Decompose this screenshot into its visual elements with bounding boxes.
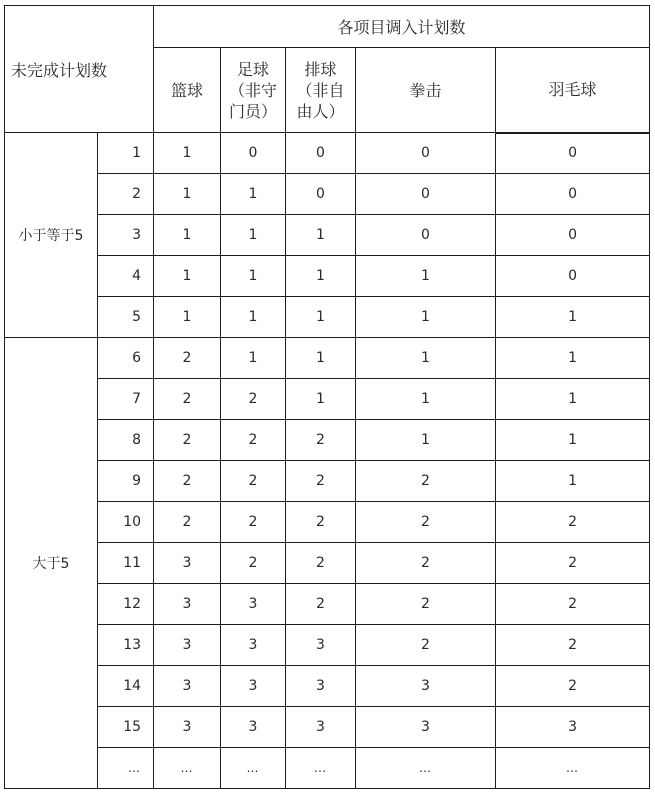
remaining-count-cell: … <box>98 748 154 789</box>
quota-cell: 1 <box>356 256 496 297</box>
table-row <box>5 584 650 625</box>
table-row <box>5 748 650 789</box>
quota-cell: 3 <box>286 707 356 748</box>
quota-cell: 2 <box>221 461 286 502</box>
quota-cell: 0 <box>496 174 650 215</box>
remaining-count-cell: 14 <box>98 666 154 707</box>
quota-cell: 3 <box>286 625 356 666</box>
sport-header-line: 篮球 <box>171 80 204 100</box>
quota-cell: 0 <box>356 174 496 215</box>
sport-header-line: 拳击 <box>409 80 442 100</box>
quota-cell: 3 <box>356 707 496 748</box>
quota-cell: 1 <box>154 297 221 338</box>
quota-cell: 2 <box>356 625 496 666</box>
quota-cell: 1 <box>221 174 286 215</box>
quota-cell: 3 <box>154 625 221 666</box>
quota-cell: … <box>496 748 650 789</box>
quota-cell: 0 <box>221 133 286 174</box>
remaining-count-cell: 4 <box>98 256 154 297</box>
quota-cell: 1 <box>496 338 650 379</box>
remaining-count-cell: 9 <box>98 461 154 502</box>
quota-cell: 2 <box>286 584 356 625</box>
sport-header-line: 门员） <box>229 101 278 121</box>
table-row <box>5 215 650 256</box>
table-row <box>5 133 650 174</box>
quota-cell: 2 <box>154 420 221 461</box>
table-row <box>5 420 650 461</box>
quota-cell: 2 <box>286 543 356 584</box>
quota-cell: 1 <box>286 338 356 379</box>
quota-cell: 1 <box>496 297 650 338</box>
quota-cell: 0 <box>496 215 650 256</box>
quota-cell: 3 <box>221 584 286 625</box>
quota-cell: 1 <box>496 379 650 420</box>
quota-cell: 0 <box>286 174 356 215</box>
quota-cell: 1 <box>286 215 356 256</box>
quota-cell: 2 <box>221 379 286 420</box>
plan-allocation-table <box>4 5 650 789</box>
remaining-count-cell: 3 <box>98 215 154 256</box>
quota-cell: 2 <box>154 502 221 543</box>
quota-cell: 2 <box>356 461 496 502</box>
quota-cell: 3 <box>221 666 286 707</box>
quota-cell: 1 <box>356 338 496 379</box>
quota-cell: … <box>221 748 286 789</box>
quota-cell: 1 <box>221 338 286 379</box>
remaining-count-cell: 12 <box>98 584 154 625</box>
plan-table-body <box>5 133 650 789</box>
quota-cell: 1 <box>356 379 496 420</box>
quota-cell: 1 <box>154 133 221 174</box>
sport-header-line: （非自 <box>296 80 345 100</box>
quota-cell: 3 <box>221 707 286 748</box>
table-row <box>5 543 650 584</box>
quota-cell: 3 <box>154 584 221 625</box>
quota-cell: 3 <box>154 707 221 748</box>
quota-cell: 3 <box>221 625 286 666</box>
quota-cell: 2 <box>356 584 496 625</box>
sport-header-line: 排球 <box>304 59 337 79</box>
quota-cell: 2 <box>154 461 221 502</box>
quota-cell: 2 <box>496 625 650 666</box>
quota-cell: 2 <box>286 461 356 502</box>
quota-cell: … <box>154 748 221 789</box>
table-row <box>5 379 650 420</box>
sport-header-5 <box>496 48 650 133</box>
quota-cell: 2 <box>496 543 650 584</box>
table-row <box>5 256 650 297</box>
quota-cell: 2 <box>356 543 496 584</box>
corner-header: 未完成计划数 <box>5 6 154 133</box>
quota-cell: 2 <box>496 502 650 543</box>
remaining-count-cell: 11 <box>98 543 154 584</box>
quota-cell: 1 <box>154 215 221 256</box>
sport-header-line: 羽毛球 <box>548 80 597 100</box>
quota-cell: 1 <box>286 256 356 297</box>
quota-cell: 0 <box>286 133 356 174</box>
table-row <box>5 625 650 666</box>
quota-cell: 1 <box>221 256 286 297</box>
quota-cell: 1 <box>286 379 356 420</box>
sport-header-line: 由人） <box>296 101 345 121</box>
table-row <box>5 666 650 707</box>
remaining-count-cell: 2 <box>98 174 154 215</box>
remaining-count-cell: 10 <box>98 502 154 543</box>
sport-header-4 <box>356 48 496 133</box>
header-row-top <box>5 6 650 48</box>
quota-cell: 3 <box>496 707 650 748</box>
quota-cell: 2 <box>286 502 356 543</box>
remaining-count-cell: 1 <box>98 133 154 174</box>
quota-cell: 0 <box>356 215 496 256</box>
quota-cell: 1 <box>496 461 650 502</box>
quota-cell: 1 <box>496 420 650 461</box>
group-header: 各项目调入计划数 <box>154 6 650 48</box>
quota-cell: 1 <box>356 420 496 461</box>
quota-cell: 1 <box>286 297 356 338</box>
quota-cell: … <box>286 748 356 789</box>
quota-cell: 2 <box>154 379 221 420</box>
quota-cell: 2 <box>154 338 221 379</box>
table-row <box>5 461 650 502</box>
quota-cell: 0 <box>356 133 496 174</box>
sport-header-line: 足球 <box>237 59 270 79</box>
table-row <box>5 338 650 379</box>
remaining-count-cell: 8 <box>98 420 154 461</box>
remaining-count-cell: 13 <box>98 625 154 666</box>
quota-cell: 1 <box>221 297 286 338</box>
quota-cell: 2 <box>496 584 650 625</box>
quota-cell: 1 <box>154 256 221 297</box>
sport-header-2 <box>221 48 286 133</box>
quota-cell: 0 <box>496 133 650 174</box>
quota-cell: 2 <box>356 502 496 543</box>
quota-cell: 3 <box>286 666 356 707</box>
quota-cell: 0 <box>496 256 650 297</box>
remaining-count-cell: 5 <box>98 297 154 338</box>
quota-cell: 2 <box>496 666 650 707</box>
quota-cell: 2 <box>221 543 286 584</box>
quota-cell: 2 <box>221 502 286 543</box>
quota-cell: 1 <box>154 174 221 215</box>
remaining-count-cell: 7 <box>98 379 154 420</box>
table-row <box>5 502 650 543</box>
sport-header-line: （非守 <box>229 80 278 100</box>
quota-cell: 3 <box>154 543 221 584</box>
group-label: 小于等于5 <box>5 133 98 338</box>
group-label: 大于5 <box>5 338 98 789</box>
table-row <box>5 174 650 215</box>
quota-cell: 3 <box>356 666 496 707</box>
remaining-count-cell: 15 <box>98 707 154 748</box>
plan-table-container <box>4 5 649 789</box>
sport-header-3 <box>286 48 356 133</box>
table-row <box>5 297 650 338</box>
sport-header-1 <box>154 48 221 133</box>
quota-cell: 2 <box>221 420 286 461</box>
quota-cell: 1 <box>221 215 286 256</box>
quota-cell: 1 <box>356 297 496 338</box>
quota-cell: 2 <box>286 420 356 461</box>
quota-cell: 3 <box>154 666 221 707</box>
remaining-count-cell: 6 <box>98 338 154 379</box>
table-row <box>5 707 650 748</box>
quota-cell: … <box>356 748 496 789</box>
